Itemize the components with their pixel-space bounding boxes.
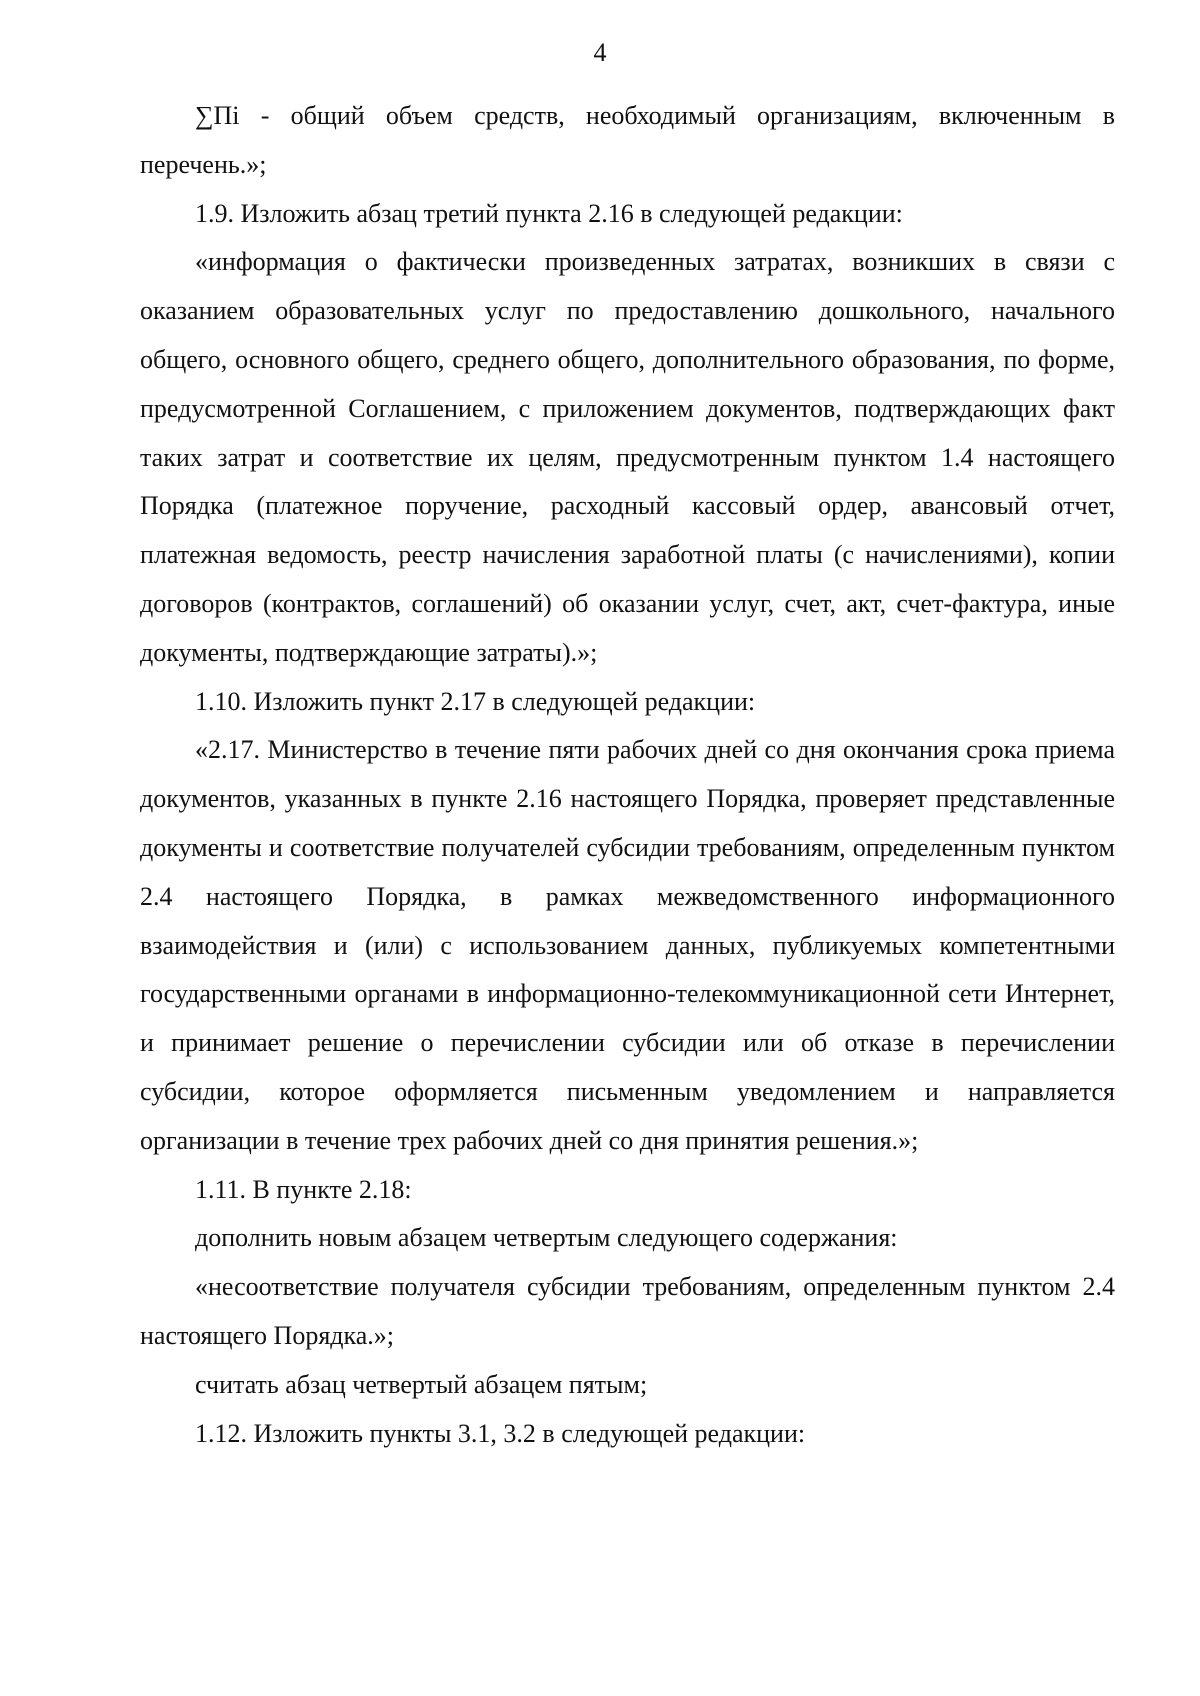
paragraph-renumber: считать абзац четвертый абзацем пятым; — [195, 1369, 648, 1399]
paragraph-item-1-11: 1.11. В пункте 2.18: — [195, 1174, 412, 1204]
paragraph-quote-2-16: «информация о фактически произведенных затратах, возникших в связи с оказанием образовательных услуг по предоставлению дошкольного, начального общего, основного общего, среднего общего, дополнительного образования, по форме, предусмотренной Соглашением, с приложением документов, подтверждающих факт таких затрат и соответствие их целям, предусмотренным пунктом 1.4 настоящего Порядка (платежное поручение, расходный кассовый ордер, авансовый отчет, платежная ведомость, реестр начисления заработной платы (с начислениями), копии договоров (контрактов, соглашений) об оказании услуг, счет, акт, счет-фактура, иные документы, подтверждающие затраты).»; — [140, 247, 1115, 667]
document-body — [140, 92, 1115, 1458]
paragraph-quote-nonconformity: «несоответствие получателя субсидии требованиям, определенным пунктом 2.4 настоящего Порядка.»; — [140, 1272, 1115, 1350]
paragraph-item-1-12: 1.12. Изложить пункты 3.1, 3.2 в следующей редакции: — [195, 1418, 806, 1448]
paragraph-item-1-10: 1.10. Изложить пункт 2.17 в следующей редакции: — [195, 686, 756, 716]
paragraph-sum-definition: ∑Пi - общий объем средств, необходимый организациям, включенным в перечень.»; — [140, 101, 1115, 179]
paragraph-item-1-9: 1.9. Изложить абзац третий пункта 2.16 в следующей редакции: — [195, 198, 903, 228]
paragraph-add-abzac: дополнить новым абзацем четвертым следующего содержания: — [195, 1223, 898, 1253]
paragraph-quote-2-17: «2.17. Министерство в течение пяти рабочих дней со дня окончания срока приема документов, указанных в пункте 2.16 настоящего Порядка, проверяет представленные документы и соответствие получателей субсидии требованиям, определенным пунктом 2.4 настоящего Порядка, в рамках межведомственного информационного взаимодействия и (или) с использованием данных, публикуемых компетентными государственными органами в информационно-телекоммуникационной сети Интернет, и принимает решение о перечислении субсидии или об отказе в перечислении субсидии, которое оформляется письменным уведомлением и направляется организации в течение трех рабочих дней со дня принятия решения.»; — [140, 735, 1115, 1155]
page-number: 4 — [593, 38, 607, 67]
